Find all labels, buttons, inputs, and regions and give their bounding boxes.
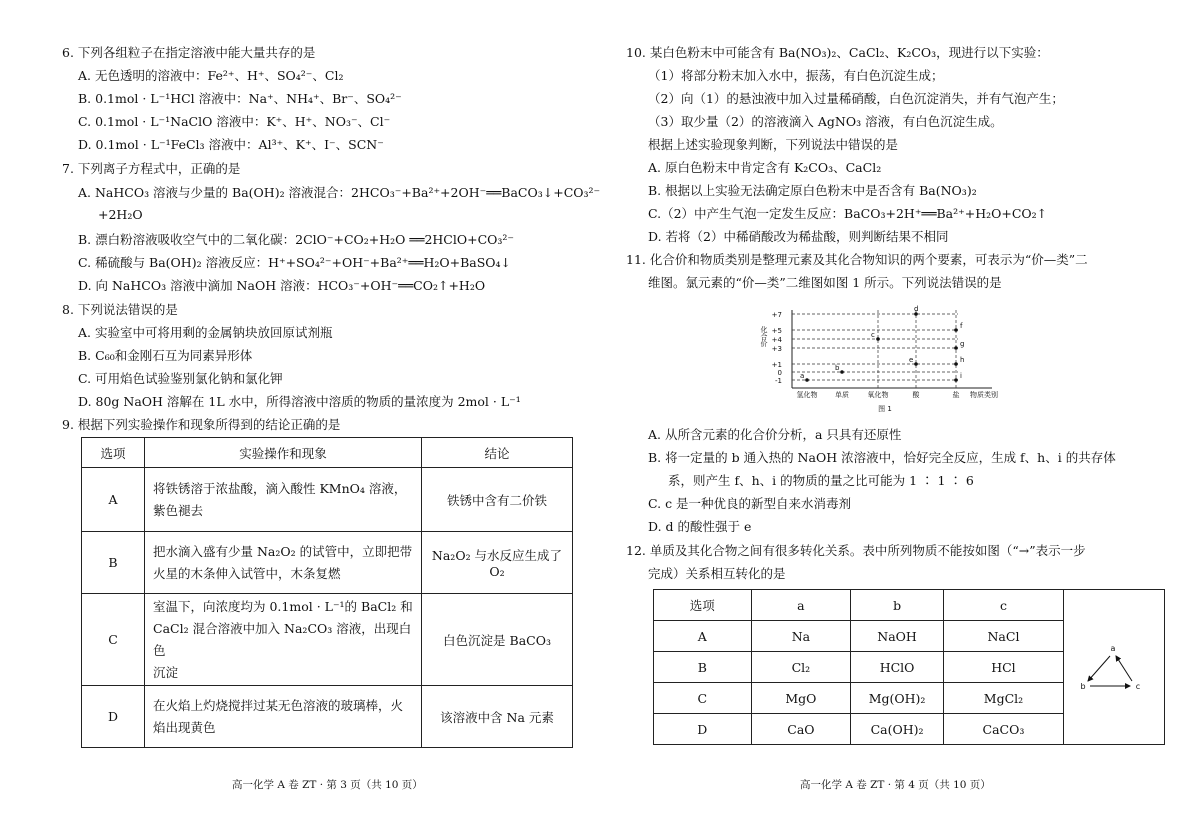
q10-question: 根据上述实验现象判断，下列说法中错误的是 [648, 137, 899, 152]
q6-option-a: A. 无色透明的溶液中：Fe²⁺、H⁺、SO₄²⁻、Cl₂ [78, 68, 344, 83]
data-point [954, 362, 958, 366]
point-label: a [800, 372, 805, 380]
operation-line: 焰出现黄色 [153, 719, 216, 735]
q12-stem-cont: 完成）关系相互转化的是 [648, 566, 786, 581]
x-tick-label: 氢化物 [796, 391, 818, 399]
row-option: A [82, 468, 145, 532]
operation-line: 室温下，向浓度均为 0.1mol · L⁻¹的 BaCl₂ 和 [153, 598, 413, 614]
data-point [876, 337, 880, 341]
table-row [82, 532, 573, 594]
q12-table [653, 589, 1165, 745]
row-conclusion: 白色沉淀是 BaCO₃ [422, 594, 573, 686]
q10-step-2: （2）向（1）的悬浊液中加入过量稀硝酸，白色沉淀消失，并有气泡产生； [648, 91, 1064, 106]
cell: CaO [751, 714, 851, 745]
y-tick-label: -1 [775, 377, 782, 385]
q7-option-c: C. 稀硫酸与 Ba(OH)₂ 溶液反应：H⁺+SO₄²⁻+OH⁻+Ba²⁺══H₂O+BaSO₄↓ [78, 255, 512, 270]
transform-diagram-cell [1063, 590, 1164, 745]
q8-option-b: B. C₆₀和金刚石互为同素异形体 [78, 348, 253, 363]
q12-stem: 12. 单质及其化合物之间有很多转化关系。表中所列物质不能按如图（“→”表示一步 [626, 543, 1086, 558]
table-header-row [82, 438, 573, 468]
q10-stem: 10. 某白色粉末中可能含有 Ba(NO₃)₂、CaCl₂、K₂CO₃，现进行以下实验： [626, 45, 1049, 60]
table-header: a [751, 590, 851, 621]
operation-line: 将铁锈溶于浓盐酸，滴入酸性 KMnO₄ 溶液， [153, 480, 407, 496]
y-tick-label: +7 [771, 311, 782, 319]
q7-option-b: B. 漂白粉溶液吸收空气中的二氧化碳：2ClO⁻+CO₂+H₂O ══2HClO+CO₃²⁻ [78, 232, 515, 247]
q10-option-a: A. 原白色粉末中肯定含有 K₂CO₃、CaCl₂ [648, 160, 882, 175]
point-label: b [835, 364, 840, 372]
valence-class-diagram [760, 300, 1010, 418]
page-footer: 高一化学 A 卷 ZT · 第 4 页（共 10 页） [800, 779, 991, 791]
y-tick-label: +4 [771, 336, 782, 344]
transform-triangle-diagram [1064, 591, 1164, 741]
cell: Ca(OH)₂ [851, 714, 944, 745]
q11-option-d: D. d 的酸性强于 e [648, 519, 752, 534]
cell: Na [751, 621, 851, 652]
page-footer: 高一化学 A 卷 ZT · 第 3 页（共 10 页） [232, 779, 423, 791]
figure-caption: 图 1 [878, 405, 892, 413]
cell: A [654, 621, 752, 652]
q10-option-b: B. 根据以上实验无法确定原白色粉末中是否含有 Ba(NO₃)₂ [648, 183, 977, 198]
q6-option-b: B. 0.1mol · L⁻¹HCl 溶液中：Na⁺、NH₄⁺、Br⁻、SO₄²⁻ [78, 91, 402, 106]
operation-line: CaCl₂ 混合溶液中加入 Na₂CO₃ 溶液，出现白色 [153, 620, 412, 658]
table-header: c [943, 590, 1063, 621]
operation-line: 沉淀 [153, 664, 179, 680]
table-header: 实验操作和现象 [145, 438, 422, 468]
right-page [600, 0, 1200, 826]
cell: B [654, 652, 752, 683]
row-operation [145, 594, 422, 686]
q11-stem-cont: 维图。氯元素的“价—类”二维图如图 1 所示。下列说法错误的是 [648, 275, 1002, 290]
q9-table [81, 437, 573, 748]
node-c-label: c [1135, 681, 1141, 691]
q10-option-d: D. 若将（2）中稀硝酸改为稀盐酸，则判断结果不相同 [648, 229, 949, 244]
x-axis-label: 物质类别 [970, 391, 998, 399]
q10-option-c: C.（2）中产生气泡一定发生反应：BaCO₃+2H⁺══Ba²⁺+H₂O+CO₂↑ [648, 206, 1048, 221]
operation-line: 把水滴入盛有少量 Na₂O₂ 的试管中，立即把带 [153, 543, 413, 559]
q11-option-b: B. 将一定量的 b 通入热的 NaOH 浓溶液中，恰好完全反应，生成 f、h、i 的共存体 [648, 450, 1116, 465]
q7-option-d: D. 向 NaHCO₃ 溶液中滴加 NaOH 溶液：HCO₃⁻+OH⁻══CO₂↑+H₂O [78, 278, 486, 293]
cell: Cl₂ [751, 652, 851, 683]
data-point [914, 362, 918, 366]
x-tick-label: 单质 [835, 391, 849, 399]
data-point [954, 378, 958, 382]
row-operation [145, 532, 422, 594]
cell: NaOH [851, 621, 944, 652]
q7-option-a: A. NaHCO₃ 溶液与少量的 Ba(OH)₂ 溶液混合：2HCO₃⁻+Ba²⁺+2OH⁻══BaCO₃↓+CO₃²⁻ [78, 185, 601, 200]
arrow-a-to-b [1088, 656, 1110, 681]
point-label: i [960, 372, 962, 380]
y-tick-label: +1 [771, 361, 782, 369]
operation-line: 紫色褪去 [153, 502, 204, 518]
data-point [954, 328, 958, 332]
x-tick-label: 盐 [952, 391, 960, 399]
q8-option-d: D. 80g NaOH 溶解在 1L 水中，所得溶液中溶质的物质的量浓度为 2mol · L⁻¹ [78, 394, 521, 409]
cell: Mg(OH)₂ [851, 683, 944, 714]
q6-stem: 6. 下列各组粒子在指定溶液中能大量共存的是 [62, 45, 316, 60]
node-a-label: a [1110, 643, 1116, 653]
row-conclusion: 铁锈中含有二价铁 [422, 468, 573, 532]
cell: MgCl₂ [943, 683, 1063, 714]
cell: D [654, 714, 752, 745]
data-point [840, 370, 844, 374]
q11-option-a: A. 从所含元素的化合价分析，a 只具有还原性 [648, 427, 902, 442]
y-tick-label: +5 [771, 327, 782, 335]
operation-line: 在火焰上灼烧搅拌过某无色溶液的玻璃棒，火 [153, 697, 404, 713]
cell: HCl [943, 652, 1063, 683]
q6-option-c: C. 0.1mol · L⁻¹NaClO 溶液中：K⁺、H⁺、NO₃⁻、Cl⁻ [78, 114, 391, 129]
cell: HClO [851, 652, 944, 683]
cell: MgO [751, 683, 851, 714]
q9-stem: 9. 根据下列实验操作和现象所得到的结论正确的是 [62, 417, 341, 432]
q8-option-a: A. 实验室中可将用剩的金属钠块放回原试剂瓶 [78, 325, 333, 340]
point-label: h [960, 356, 965, 364]
table-header: 结论 [422, 438, 573, 468]
row-operation [145, 686, 422, 748]
q6-option-d: D. 0.1mol · L⁻¹FeCl₃ 溶液中：Al³⁺、K⁺、I⁻、SCN⁻ [78, 137, 384, 152]
point-label: g [960, 340, 965, 348]
arrow-c-to-a [1116, 656, 1132, 681]
point-label: d [914, 305, 919, 313]
q11-stem: 11. 化合价和物质类别是整理元素及其化合物知识的两个要素，可表示为“价—类”二 [626, 252, 1088, 267]
q10-step-3: （3）取少量（2）的溶液滴入 AgNO₃ 溶液，有白色沉淀生成。 [648, 114, 1003, 129]
row-option: C [82, 594, 145, 686]
row-option: B [82, 532, 145, 594]
table-header: 选项 [82, 438, 145, 468]
table-header: b [851, 590, 944, 621]
data-point [954, 346, 958, 350]
row-operation [145, 468, 422, 532]
x-tick-label: 酸 [912, 391, 920, 399]
cell: C [654, 683, 752, 714]
x-tick-label: 氧化物 [867, 391, 889, 399]
data-point [805, 378, 809, 382]
table-row [82, 686, 573, 748]
q8-option-c: C. 可用焰色试验鉴别氯化钠和氯化钾 [78, 371, 283, 386]
operation-line: 火星的木条伸入试管中，木条复燃 [153, 565, 341, 581]
point-label: e [909, 356, 914, 364]
row-option: D [82, 686, 145, 748]
q8-stem: 8. 下列说法错误的是 [62, 302, 178, 317]
cell: CaCO₃ [943, 714, 1063, 745]
y-tick-label: 0 [777, 369, 782, 377]
table-row [82, 468, 573, 532]
row-conclusion: Na₂O₂ 与水反应生成了 O₂ [422, 532, 573, 594]
q11-option-b-cont: 系，则产生 f、h、i 的物质的量之比可能为 1 ∶ 1 ∶ 6 [668, 473, 974, 488]
point-label: c [871, 331, 875, 339]
table-header: 选项 [654, 590, 752, 621]
q7-stem: 7. 下列离子方程式中，正确的是 [62, 161, 241, 176]
y-axis-label: 化合价 [760, 326, 768, 347]
point-label: f [960, 322, 963, 330]
row-conclusion: 该溶液中含 Na 元素 [422, 686, 573, 748]
table-header-row [654, 590, 1165, 621]
q7-option-a-cont: +2H₂O [98, 207, 143, 222]
y-tick-label: +3 [771, 345, 782, 353]
q11-option-c: C. c 是一种优良的新型自来水消毒剂 [648, 496, 852, 511]
q10-step-1: （1）将部分粉末加入水中，振荡，有白色沉淀生成； [648, 68, 944, 83]
node-b-label: b [1080, 681, 1086, 691]
table-row [82, 594, 573, 686]
cell: NaCl [943, 621, 1063, 652]
